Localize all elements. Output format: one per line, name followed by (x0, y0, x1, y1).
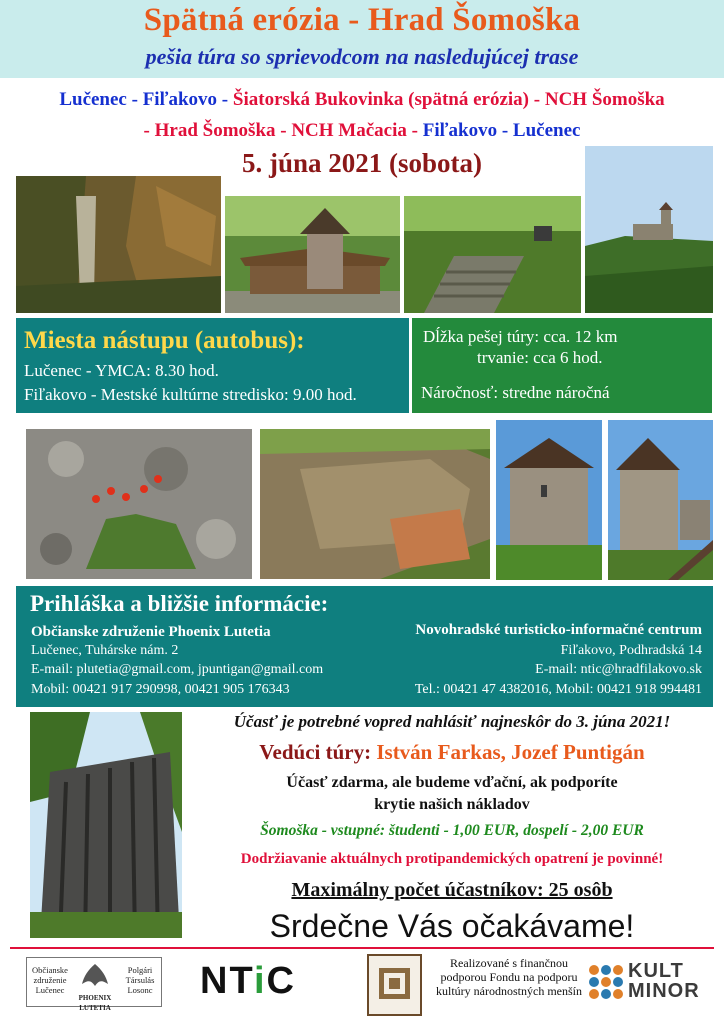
hike-difficulty: Náročnosť: stredne náročná (421, 383, 610, 402)
funding-note: Realizované s finančnou podporou Fondu na podporu kultúry národnostných menšín (436, 956, 582, 998)
tour-leaders-label: Vedúci túry: (259, 740, 377, 764)
ntic-logo-part: i (253, 960, 267, 1002)
route-segment: - Hrad Šomoška - NCH Mačacia - (143, 120, 423, 141)
hike-length: Dĺžka pešej túry: cca. 12 km (423, 327, 618, 346)
route-line-2 (0, 120, 724, 142)
org1-address: Lučenec, Tuhárske nám. 2 (31, 643, 179, 658)
photo-basalt-columns (30, 712, 182, 938)
org1-email: E-mail: plutetia@gmail.com, jpuntigan@gmail.com (31, 662, 324, 677)
photo-castle-hill (585, 146, 713, 313)
museum-seal-logo (367, 954, 422, 1016)
logo1-left-text: Občianske združenie Lučenec (32, 965, 68, 995)
ntic-logo-part: C (266, 960, 296, 1002)
org2-name: Novohradské turisticko-informačné centrum (415, 622, 702, 638)
covid-notice: Dodržiavanie aktuálnych protipandemických opatrení je povinné! (240, 851, 664, 867)
ntic-logo-part: NT (200, 960, 254, 1002)
photo-stone-stairs (404, 196, 581, 313)
logo1-right-text: Polgári Társulás Losonc (125, 965, 155, 995)
max-participants-text: Maximálny počet účastníkov: 25 osôb (291, 879, 613, 901)
photo-castle-tower-1 (496, 420, 602, 580)
free-participation-line-2: krytie našich nákladov (374, 796, 530, 813)
org2-phone: Tel.: 00421 47 4382016, Mobil: 00421 918 994481 (414, 682, 702, 697)
boarding-stop-lucenec: Lučenec - YMCA: 8.30 hod. (24, 361, 219, 380)
photo-erosion-waterfall (16, 176, 221, 313)
tour-leaders-names: István Farkas, Jozef Puntigán (376, 740, 645, 764)
phoenix-bird-icon (80, 960, 110, 992)
photo-rock-poppies (26, 429, 252, 579)
org2-email: E-mail: ntic@hradfilakovo.sk (535, 662, 702, 677)
photo-sandstone-rock (260, 429, 490, 579)
hike-duration: trvanie: cca 6 hod. (477, 348, 603, 367)
ntic-logo (200, 960, 296, 1003)
photo-castle-tower-2 (608, 420, 713, 580)
welcome-message: Srdečne Vás očakávame! (269, 908, 635, 944)
page-title: Spätná erózia - Hrad Šomoška (143, 2, 581, 38)
max-participants (186, 879, 718, 902)
kultminor-line-2: MINOR (628, 980, 700, 1002)
entry-fee: Šomoška - vstupné: študenti - 1,00 EUR, dospelí - 2,00 EUR (260, 822, 644, 839)
org2-address: Fiľakovo, Podhradská 14 (560, 643, 702, 658)
org1-name: Občianske združenie Phoenix Lutetia (31, 624, 271, 640)
page-subtitle: pešia túra so sprievodcom na nasledujúcej trase (145, 44, 579, 69)
registration-title: Prihláška a bližšie informácie: (30, 591, 329, 616)
logo1-name: PHOENIX LUTETIA (78, 994, 112, 1012)
kultminor-logo-text (628, 961, 700, 1001)
route-segment: Fiľakovo - Lučenec (422, 120, 581, 141)
footer-divider (10, 947, 714, 949)
route-segment: Lučenec - Fiľakovo - (59, 89, 233, 110)
event-date: 5. júna 2021 (sobota) (241, 148, 483, 178)
boarding-title: Miesta nástupu (autobus): (24, 327, 305, 354)
tour-leaders (186, 740, 718, 765)
photo-shelter (225, 196, 400, 313)
org1-phone: Mobil: 00421 917 290998, 00421 905 176343 (31, 682, 290, 697)
kultminor-icon (587, 963, 625, 1001)
free-participation-line-1: Účasť zdarma, ale budeme vďační, ak podporíte (286, 774, 618, 791)
registration-deadline: Účasť je potrebné vopred nahlásiť najneskôr do 3. júna 2021! (233, 712, 671, 731)
route-line-1 (0, 89, 724, 111)
boarding-stop-filakovo: Fiľakovo - Mestské kultúrne stredisko: 9.00 hod. (24, 385, 357, 404)
route-segment: Šiatorská Bukovinka (spätná erózia) - NCH Šomoška (232, 89, 665, 110)
kultminor-line-1: KULT (628, 960, 684, 982)
